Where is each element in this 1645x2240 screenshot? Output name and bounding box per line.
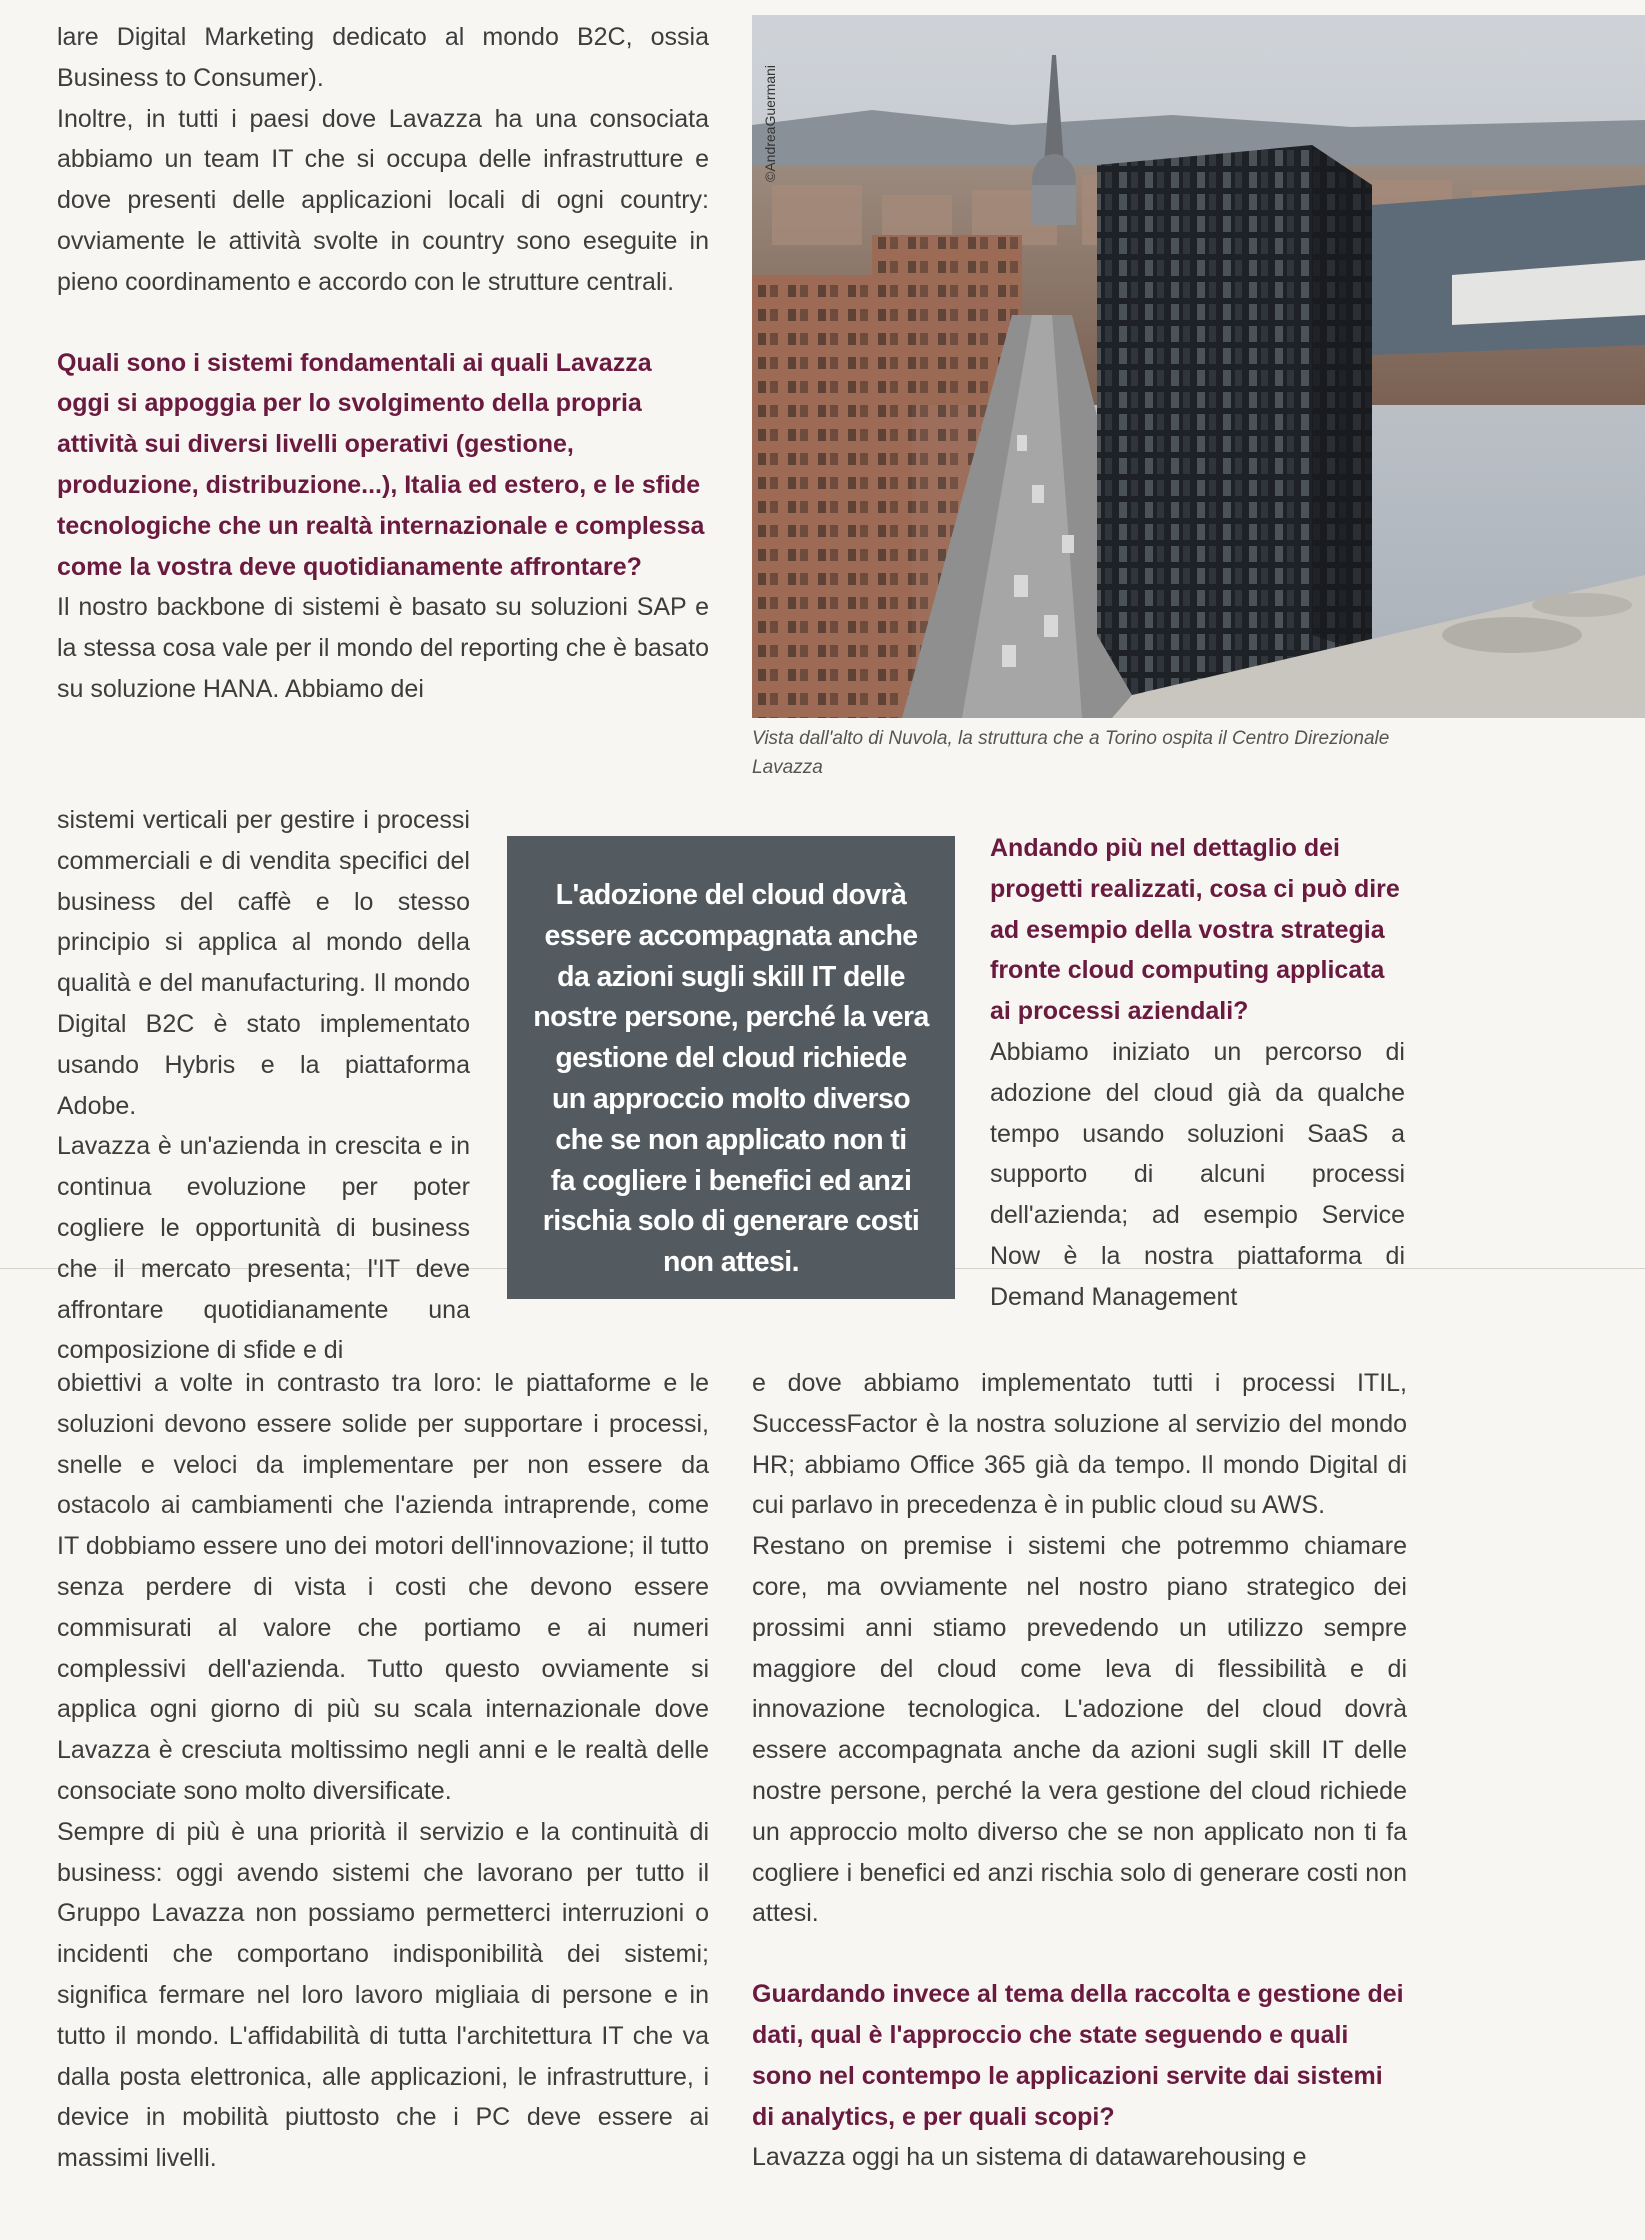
interview-question: Quali sono i sistemi fondamentali ai quali Lavazza oggi si appoggia per lo svolgimento della propria attività sui diversi livelli operativi (gestione, produzione, distribuzione...), Italia ed estero, e le sfide tecnologiche che un realtà internazionale e complessa come la vostra deve quotidianamente affrontare? xyxy=(57,348,705,581)
paragraph: lare Digital Marketing dedicato al mondo B2C, ossia Business to Consumer). xyxy=(57,23,709,92)
interview-question: Andando più nel dettaglio dei progetti realizzati, cosa ci può dire ad esempio della vostra strategia fronte cloud computing applicata ai processi aziendali? xyxy=(990,834,1400,1026)
pull-quote-line: da azioni sugli skill IT delle xyxy=(557,960,905,993)
building-photo xyxy=(752,15,1645,718)
left-column-top xyxy=(57,17,709,710)
right-column-middle xyxy=(990,828,1405,1318)
right-column-bottom xyxy=(752,1363,1407,2178)
pull-quote-line: fa cogliere i benefici ed anzi xyxy=(550,1164,912,1197)
paragraph: Inoltre, in tutti i paesi dove Lavazza ha una consociata abbiamo un team IT che si occupa delle infrastrutture e dove presenti delle applicazioni locali di ogni country: ovviamente le attività svolte in country sono eseguite in pieno coordinamento e accordo con le strutture centrali. xyxy=(57,104,709,296)
paragraph: obiettivi a volte in contrasto tra loro: le piattaforme e le soluzioni devono essere solide per supportare i processi, snelle e veloci da implementare per non essere da ostacolo ai cambiamenti che l'azienda intraprende, come IT dobbiamo essere uno dei motori dell'innovazione; il tutto senza perdere di vista i costi che devono essere commisurati al valore che portiamo e ai numeri complessivi dell'azienda. Tutto questo ovviamente si applica ogni giorno di più su scala internazionale dove Lavazza è cresciuta moltissimo negli anni e le realtà delle consociate sono molto diversificate. xyxy=(57,1369,709,1805)
pull-quote-line: un approccio molto diverso xyxy=(551,1082,911,1115)
paragraph: Il nostro backbone di sistemi è basato su soluzioni SAP e la stessa cosa vale per il mondo del reporting che è basato su soluzione HANA. Abbiamo dei xyxy=(57,593,709,703)
pull-quote-line: nostre persone, perché la vera xyxy=(533,1001,929,1034)
photo-caption: Vista dall'alto di Nuvola, la struttura che a Torino ospita il Centro Direzionale Lavazza xyxy=(752,728,1390,778)
paragraph: Restano on premise i sistemi che potremmo chiamare core, ma ovviamente nel nostro piano strategico dei prossimi anni stiamo prevedendo un utilizzo sempre maggiore del cloud come leva di flessibilità e di innovazione tecnologica. L'adozione del cloud dovrà essere accompagnata anche da azioni sugli skill IT delle nostre persone, perché la vera gestione del cloud richiede un approccio molto diverso che se non applicato non ti fa cogliere i benefici ed anzi rischia solo di generare costi non attesi. xyxy=(752,1532,1407,1928)
paragraph: Abbiamo iniziato un percorso di adozione del cloud già da qualche tempo usando soluzioni SaaS a supporto di alcuni processi dell'azienda; ad esempio Service Now è la nostra piattaforma di Demand Management xyxy=(990,1037,1405,1311)
interview-question: Guardando invece al tema della raccolta e gestione dei dati, qual è l'approccio che state seguendo e quali sono nel contempo le applicazioni servite dai sistemi di analytics, e per quali scopi? xyxy=(752,1980,1404,2131)
pull-quote-line: che se non applicato non ti xyxy=(555,1123,907,1156)
left-column-bottom xyxy=(57,1363,709,2179)
photo-credit: ©AndreaGuermani xyxy=(762,65,778,182)
pull-quote-line: gestione del cloud richiede xyxy=(555,1042,907,1075)
left-column-middle xyxy=(57,800,470,1371)
pull-quote-line: non attesi. xyxy=(663,1246,799,1279)
pull-quote-line: essere accompagnata anche xyxy=(544,919,918,952)
paragraph: Lavazza è un'azienda in crescita e in continua evoluzione per poter cogliere le opportunità di business che il mercato presenta; l'IT deve affrontare quotidianamente una composizione di sfide e di xyxy=(57,1132,470,1365)
paragraph: sistemi verticali per gestire i processi commerciali e di vendita specifici del business del caffè e lo stesso principio si applica al mondo della qualità e del manufacturing. Il mondo Digital B2C è stato implementato usando Hybris e la piattaforma Adobe. xyxy=(57,806,470,1120)
paragraph: Lavazza oggi ha un sistema di datawarehousing e xyxy=(752,2143,1307,2172)
paragraph: Sempre di più è una priorità il servizio e la continuità di business: oggi avendo sistemi che lavorano per tutto il Gruppo Lavazza non possiamo permetterci interruzioni o incidenti che comportano indisponibilità dei sistemi; significa fermare nel loro lavoro migliaia di persone e in tutto il mondo. L'affidabilità di tutta l'architettura IT che va dalla posta elettronica, alle applicazioni, le infrastrutture, i device in mobilità piuttosto che i PC deve essere ai massimi livelli. xyxy=(57,1817,709,2173)
pull-quote xyxy=(507,836,955,1299)
nuvola-aerial-image xyxy=(752,15,1645,718)
pull-quote-line: L'adozione del cloud dovrà xyxy=(555,879,907,911)
paragraph: e dove abbiamo implementato tutti i processi ITIL, SuccessFactor è la nostra soluzione al servizio del mondo HR; abbiamo Office 365 già da tempo. Il mondo Digital di cui parlavo in precedenza è in public cloud su AWS. xyxy=(752,1369,1407,1520)
pull-quote-line: rischia solo di generare costi xyxy=(542,1205,920,1238)
